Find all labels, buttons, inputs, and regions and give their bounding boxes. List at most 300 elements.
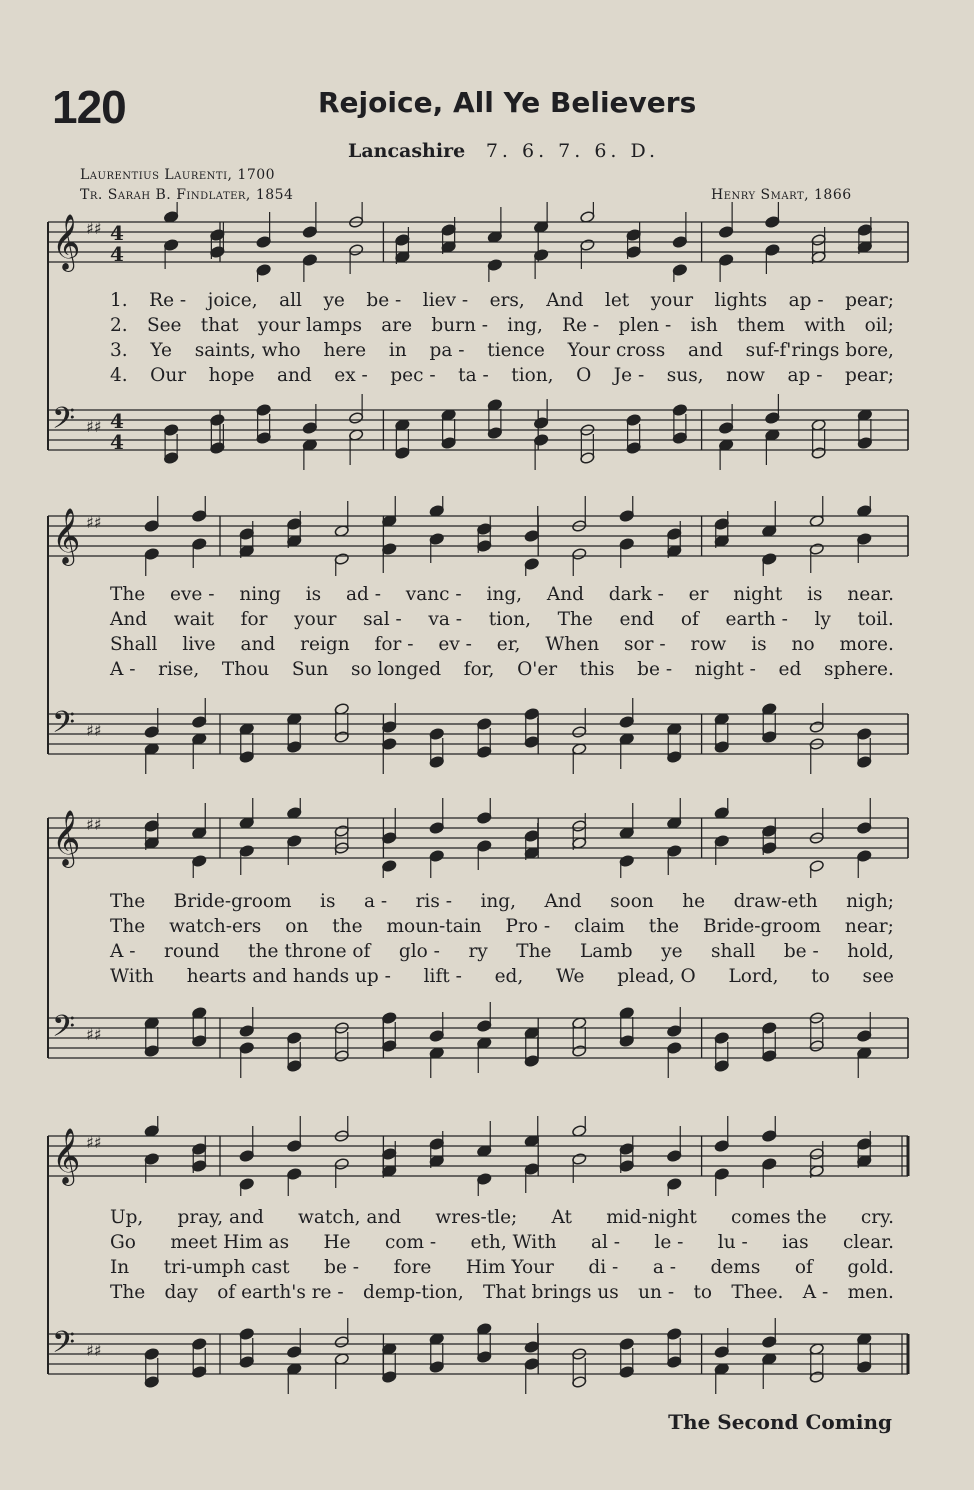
lyric-syllable: Bride-groom (173, 891, 292, 912)
note-head (626, 414, 641, 427)
note-head (619, 538, 634, 551)
lyric-syllable: 4. (110, 365, 128, 386)
note-head (239, 751, 254, 764)
lyric-syllable: the (332, 916, 363, 937)
note-head (809, 721, 824, 734)
note-head (287, 1032, 302, 1045)
note-head (762, 1050, 777, 1063)
note-head (239, 1356, 254, 1369)
note-head (256, 264, 271, 277)
note-head (533, 434, 548, 447)
lyric-syllable: ias (782, 1232, 809, 1253)
system-bracket (44, 818, 64, 1058)
note-head (302, 422, 317, 435)
lyric-syllable: is (807, 584, 823, 605)
note-head (348, 412, 363, 425)
treble-clef-icon: 𝄞 (52, 214, 81, 270)
lyric-syllable: so longed (350, 659, 442, 680)
lyric-syllable: lights (714, 290, 768, 311)
lyric-syllable: eth, With (470, 1232, 557, 1253)
bass-staff (0, 694, 974, 774)
lyric-syllable: A - (110, 941, 136, 962)
lyric-syllable: Up, (110, 1207, 144, 1228)
lyric-syllable: live (182, 634, 216, 655)
lyric-syllable: is (320, 891, 336, 912)
note-head (348, 244, 363, 257)
note-head (857, 1361, 872, 1374)
note-head (667, 528, 682, 541)
note-head (487, 259, 502, 272)
note-head (672, 236, 687, 249)
note-head (524, 1341, 539, 1354)
lyric-syllable: to (811, 966, 830, 987)
lyric-syllable: he (682, 891, 706, 912)
note-head (477, 1173, 492, 1186)
note-head (144, 1348, 159, 1361)
lyric-syllable: of (680, 609, 699, 630)
key-signature-icon: ♯♯ (86, 1133, 102, 1152)
system-bracket (44, 1136, 64, 1374)
lyric-syllable: And (546, 584, 584, 605)
bass-clef-icon: 𝄢 (52, 1010, 76, 1051)
note-head (762, 1130, 777, 1143)
note-head (857, 756, 872, 769)
note-head (626, 442, 641, 455)
note-head (429, 533, 444, 546)
lyric-syllable: ev - (438, 634, 472, 655)
lyric-syllable: night - (694, 659, 756, 680)
note-head (210, 229, 225, 242)
lyric-syllable: pec - (390, 365, 436, 386)
lyric-syllable: on (285, 916, 309, 937)
note-head (672, 264, 687, 277)
bass-staff (0, 998, 974, 1078)
note-head (524, 1055, 539, 1068)
lyric-syllable: this (579, 659, 615, 680)
note-head (762, 731, 777, 744)
lyric-syllable: plen - (618, 315, 672, 336)
note-head (477, 840, 492, 853)
note-head (192, 716, 207, 729)
lyric-line (110, 659, 894, 680)
lyric-syllable: shall (711, 941, 756, 962)
lyric-syllable: Your cross (567, 340, 666, 361)
system-bracket (44, 222, 64, 450)
lyric-syllable: sal - (363, 609, 402, 630)
note-head (477, 1020, 492, 1033)
lyric-syllable: At (551, 1207, 572, 1228)
lyric-line (110, 891, 894, 912)
note-head (192, 510, 207, 523)
lyric-syllable: is (751, 634, 767, 655)
lyric-syllable: sus, (666, 365, 704, 386)
note-head (477, 812, 492, 825)
note-head (857, 224, 872, 237)
lyric-syllable: suf-f'rings bore, (745, 340, 894, 361)
lyric-syllable: joice, (207, 290, 258, 311)
lyric-line (110, 584, 894, 605)
key-signature-icon: ♯♯ (86, 721, 102, 740)
note-head (144, 1376, 159, 1389)
lyric-syllable: gold. (847, 1257, 894, 1278)
lyric-syllable: that (200, 315, 239, 336)
lyric-syllable: un - (638, 1282, 675, 1303)
note-head (667, 751, 682, 764)
lyric-syllable: O'er (517, 659, 558, 680)
lyric-syllable: Lord, (728, 966, 779, 987)
note-head (667, 1178, 682, 1191)
lyric-syllable: cry. (860, 1207, 894, 1228)
lyric-syllable: vanc - (405, 584, 462, 605)
bass-clef-icon: 𝄢 (52, 1326, 76, 1367)
note-head (626, 229, 641, 242)
lyric-syllable: pear; (845, 365, 894, 386)
lyric-syllable: er (688, 584, 709, 605)
lyric-syllable: ta - (458, 365, 489, 386)
note-head (667, 1356, 682, 1369)
lyric-syllable: With (110, 966, 154, 987)
note-head (857, 533, 872, 546)
note-head (667, 1025, 682, 1038)
note-head (672, 432, 687, 445)
lyric-syllable: Re - (562, 315, 600, 336)
note-head (667, 1042, 682, 1055)
lyric-syllable: of earth's re - (217, 1282, 344, 1303)
lyric-syllable: The (110, 584, 146, 605)
note-head (239, 1328, 254, 1341)
lyric-syllable: ye (323, 290, 345, 311)
note-head (524, 558, 539, 571)
note-head (714, 741, 729, 754)
lyric-syllable: lu - (717, 1232, 748, 1253)
lyric-syllable: for, (463, 659, 495, 680)
lyric-syllable: Thou (221, 659, 270, 680)
lyric-syllable: sphere. (823, 659, 894, 680)
note-head (619, 855, 634, 868)
note-head (429, 1138, 444, 1151)
lyric-syllable: and (276, 365, 312, 386)
lyric-syllable: for (240, 609, 268, 630)
key-signature-icon: ♯♯ (86, 417, 102, 436)
lyric-syllable: pa - (429, 340, 465, 361)
note-head (857, 437, 872, 450)
note-head (395, 234, 410, 247)
note-head (239, 1150, 254, 1163)
lyric-syllable: ed, (494, 966, 524, 987)
note-head (572, 1153, 587, 1166)
treble-staff (0, 1116, 974, 1196)
lyric-syllable: eve - (170, 584, 215, 605)
lyric-syllable: a - (652, 1257, 676, 1278)
note-head (382, 860, 397, 873)
lyric-syllable: Our (150, 365, 187, 386)
lyric-syllable: hearts and hands up - (186, 966, 391, 987)
lyric-syllable: ning (239, 584, 281, 605)
note-head (714, 1060, 729, 1073)
lyric-syllable: And (546, 290, 584, 311)
lyric-syllable: earth - (725, 609, 788, 630)
lyric-syllable: with (804, 315, 846, 336)
note-head (857, 822, 872, 835)
lyric-syllable: The (110, 916, 146, 937)
note-head (192, 1160, 207, 1173)
treble-clef-icon: 𝄞 (52, 508, 81, 564)
lyric-syllable: near. (847, 584, 894, 605)
bass-clef-icon: 𝄢 (52, 706, 76, 747)
treble-staff (0, 798, 974, 878)
bass-staff (0, 390, 974, 470)
note-head (809, 1148, 824, 1161)
lyric-syllable: comes the (731, 1207, 827, 1228)
lyric-syllable: ing, (507, 315, 543, 336)
note-head (144, 1153, 159, 1166)
note-head (302, 226, 317, 239)
lyric-syllable: And (544, 891, 582, 912)
lyric-syllable: pray, and (177, 1207, 264, 1228)
note-head (287, 1140, 302, 1153)
lyric-syllable: The (110, 1282, 146, 1303)
note-head (287, 1168, 302, 1181)
lyric-syllable: plead, O (617, 966, 696, 987)
note-head (192, 1338, 207, 1351)
note-head (239, 1042, 254, 1055)
note-head (334, 553, 349, 566)
lyric-syllable: to (693, 1282, 713, 1303)
lyric-syllable: see (862, 966, 894, 987)
lyric-syllable: Je - (613, 365, 645, 386)
note-head (857, 728, 872, 741)
note-head (239, 845, 254, 858)
note-head (714, 1168, 729, 1181)
note-head (572, 726, 587, 739)
lyric-syllable: le - (654, 1232, 684, 1253)
lyric-syllable: When (545, 634, 600, 655)
lyric-syllable: ish (690, 315, 718, 336)
note-head (667, 1328, 682, 1341)
lyric-syllable: of (794, 1257, 813, 1278)
note-head (672, 404, 687, 417)
note-head (718, 226, 733, 239)
lyric-syllable: claim (574, 916, 625, 937)
treble-clef-icon: 𝄞 (52, 1128, 81, 1184)
page-footer: The Second Coming (668, 1410, 892, 1434)
lyric-syllable: are (381, 315, 413, 336)
lyric-syllable: and (240, 634, 276, 655)
note-head (619, 1366, 634, 1379)
note-head (429, 1361, 444, 1374)
lyric-syllable: com - (384, 1232, 437, 1253)
lyric-syllable: dems (710, 1257, 761, 1278)
lyric-syllable: men. (847, 1282, 894, 1303)
note-head (287, 1346, 302, 1359)
lyric-syllable: ly (814, 609, 831, 630)
lyric-syllable: wres-tle; (435, 1207, 518, 1228)
lyric-syllable: The (516, 941, 552, 962)
treble-clef-icon: 𝄞 (52, 810, 81, 866)
lyric-syllable: toil. (857, 609, 894, 630)
lyric-syllable: ye (661, 941, 683, 962)
note-head (256, 404, 271, 417)
note-head (809, 543, 824, 556)
lyric-line (110, 1282, 894, 1303)
lyric-syllable: tience (487, 340, 545, 361)
lyric-syllable: in (388, 340, 407, 361)
lyric-syllable: Ye (150, 340, 172, 361)
composer-credit: Henry Smart, 1866 (711, 187, 852, 203)
treble-staff (0, 202, 974, 282)
lyric-syllable: tion, (488, 609, 531, 630)
note-head (192, 1366, 207, 1379)
lyric-syllable: oil; (864, 315, 894, 336)
lyric-syllable: In (110, 1257, 130, 1278)
lyric-syllable: watch, and (298, 1207, 402, 1228)
note-head (619, 1143, 634, 1156)
lyric-syllable: here (323, 340, 367, 361)
tune-meter: 7. 6. 7. 6. D. (485, 140, 660, 162)
note-head (762, 1336, 777, 1349)
note-head (765, 412, 780, 425)
note-head (210, 246, 225, 259)
lyric-syllable: tri-umph cast (163, 1257, 290, 1278)
lyric-syllable: wait (173, 609, 214, 630)
lyric-syllable: liev - (422, 290, 469, 311)
lyric-syllable: ap - (787, 365, 823, 386)
key-signature-icon: ♯♯ (86, 1341, 102, 1360)
note-head (334, 825, 349, 838)
note-head (144, 726, 159, 739)
lyric-syllable: saints, who (194, 340, 301, 361)
lyric-syllable: Him Your (465, 1257, 554, 1278)
note-head (811, 447, 826, 460)
note-head (572, 820, 587, 833)
lyric-syllable: 3. (110, 340, 128, 361)
note-head (192, 855, 207, 868)
note-head (429, 850, 444, 863)
time-signature-bottom: 4 (110, 430, 124, 454)
note-head (429, 756, 444, 769)
note-head (572, 1045, 587, 1058)
key-signature-icon: ♯♯ (86, 219, 102, 238)
lyric-line (110, 290, 894, 311)
note-head (667, 845, 682, 858)
note-head (619, 716, 634, 729)
lyric-syllable: ad - (345, 584, 381, 605)
note-head (857, 1138, 872, 1151)
translator-credit: Tr. Sarah B. Findlater, 1854 (80, 187, 294, 203)
lyric-line (110, 941, 894, 962)
lyric-syllable: be - (324, 1257, 360, 1278)
lyric-syllable: demp-tion, (362, 1282, 464, 1303)
lyric-syllable: nigh; (846, 891, 894, 912)
author-credit: Laurentius Laurenti, 1700 (80, 167, 276, 183)
tune-line (348, 140, 659, 162)
note-head (718, 254, 733, 267)
lyric-line (110, 609, 894, 630)
note-head (524, 830, 539, 843)
note-head (239, 1178, 254, 1191)
lyric-syllable: ry (468, 941, 488, 962)
note-head (765, 216, 780, 229)
lyric-syllable: 2. (110, 315, 128, 336)
note-head (192, 1035, 207, 1048)
lyric-syllable: O (576, 365, 592, 386)
lyric-syllable: is (305, 584, 322, 605)
note-head (334, 1158, 349, 1171)
lyric-syllable: for - (374, 634, 414, 655)
note-head (619, 510, 634, 523)
lyric-line (110, 966, 894, 987)
lyric-syllable: 1. (110, 290, 128, 311)
lyric-syllable: more. (839, 634, 894, 655)
lyric-syllable: the (648, 916, 680, 937)
note-head (192, 1143, 207, 1156)
note-head (334, 1336, 349, 1349)
note-head (762, 1158, 777, 1171)
note-head (163, 452, 178, 465)
lyric-syllable: And (110, 609, 148, 630)
lyric-syllable: glo - (398, 941, 440, 962)
lyric-syllable: tion, (511, 365, 554, 386)
note-head (714, 518, 729, 531)
note-head (809, 1371, 824, 1384)
note-head (334, 1050, 349, 1063)
note-head (441, 437, 456, 450)
lyric-syllable: rise, (158, 659, 200, 680)
lyric-syllable: ers, (489, 290, 525, 311)
note-head (287, 741, 302, 754)
lyric-syllable: sor - (624, 634, 666, 655)
note-head (572, 1376, 587, 1389)
note-head (477, 718, 492, 731)
note-head (714, 835, 729, 848)
note-head (429, 1030, 444, 1043)
note-head (714, 1140, 729, 1153)
note-head (533, 249, 548, 262)
lyric-syllable: ing, (480, 891, 516, 912)
key-signature-icon: ♯♯ (86, 1025, 102, 1044)
lyric-syllable: a - (363, 891, 388, 912)
note-head (762, 553, 777, 566)
note-head (256, 236, 271, 249)
note-head (441, 224, 456, 237)
note-head (619, 1338, 634, 1351)
note-head (619, 1035, 634, 1048)
note-head (287, 518, 302, 531)
note-head (762, 842, 777, 855)
note-head (334, 731, 349, 744)
lyric-syllable: draw-eth (733, 891, 818, 912)
note-head (524, 530, 539, 543)
lyric-syllable: row (690, 634, 727, 655)
lyric-line (110, 1232, 894, 1253)
lyric-syllable: ed (778, 659, 802, 680)
note-head (714, 1032, 729, 1045)
lyric-line (110, 916, 894, 937)
lyric-syllable: the throne of (248, 941, 371, 962)
lyric-syllable: er, (496, 634, 521, 655)
lyric-syllable: mid-night (606, 1207, 697, 1228)
note-head (572, 548, 587, 561)
lyric-syllable: Go (110, 1232, 136, 1253)
lyric-syllable: Bride-groom (703, 916, 821, 937)
lyric-syllable: your (294, 609, 337, 630)
lyric-syllable: your lamps (257, 315, 362, 336)
lyric-syllable: reign (300, 634, 350, 655)
lyric-syllable: We (556, 966, 585, 987)
lyric-syllable: watch-ers (169, 916, 262, 937)
note-head (765, 244, 780, 257)
note-head (210, 414, 225, 427)
